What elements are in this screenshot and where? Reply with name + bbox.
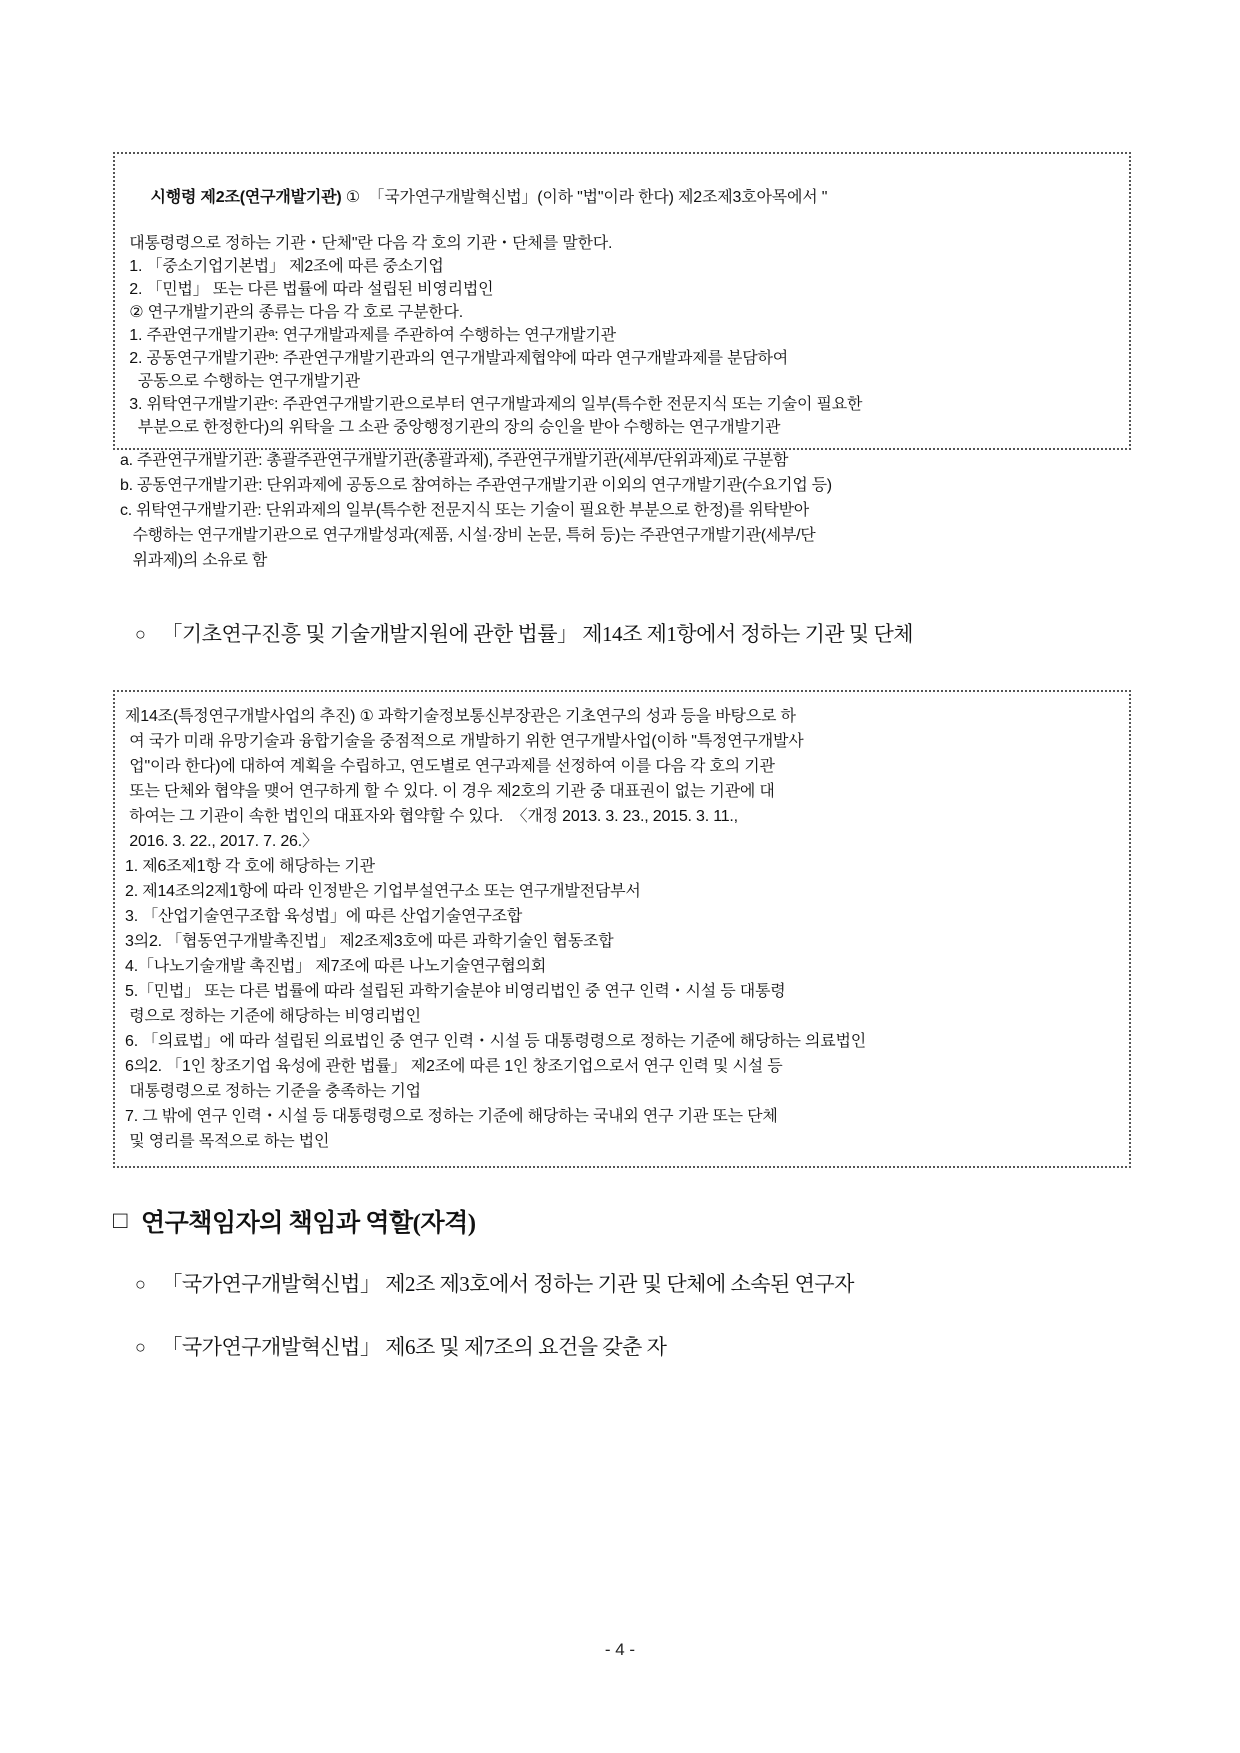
section-title-text: 연구책임자의 책임과 역할(자격) <box>141 1210 476 1237</box>
law-line: 3의2. 「협동연구개발촉진법」 제2조제3호에 따른 과학기술인 협동조합 <box>125 933 614 950</box>
law-line: 2. 제14조의2제1항에 따라 인정받은 기업부설연구소 또는 연구개발전담부서 <box>125 883 641 900</box>
footnote-line: a. 주관연구개발기관: 총괄주관연구개발기관(총괄과제), 주관연구개발기관(세부/단위과제)로 구분함 <box>120 452 789 469</box>
section-title-responsibility <box>113 1203 1131 1239</box>
footnotes <box>120 448 1131 573</box>
law-line: 3. 위탁연구개발기관ᶜ: 주관연구개발기관으로부터 연구개발과제의 일부(특수한 전문지식 또는 기술이 필요한 <box>125 396 863 413</box>
law-line-lead <box>125 163 1117 232</box>
law-line: 제14조(특정연구개발사업의 추진) ① 과학기술정보통신부장관은 기초연구의 성과 등을 바탕으로 하 <box>125 708 796 725</box>
law-line: 2016. 3. 22., 2017. 7. 26.〉 <box>125 833 318 850</box>
law-line: 3. 「산업기술연구조합 육성법」에 따른 산업기술연구조합 <box>125 908 523 925</box>
law-line: 1. 제6조제1항 각 호에 해당하는 기관 <box>125 858 375 875</box>
law-line: 업"이라 한다)에 대하여 계획을 수립하고, 연도별로 연구과제를 선정하여 이를 다음 각 호의 기관 <box>125 758 775 775</box>
bullet-researcher-requirements <box>135 1333 1131 1361</box>
footnote-line: b. 공동연구개발기관: 단위과제에 공동으로 참여하는 주관연구개발기관 이외의 연구개발기관(수요기업 등) <box>120 477 832 494</box>
law-lead-rest: ① 「국가연구개발혁신법」(이하 "법"이라 한다) 제2조제3호아목에서 " <box>341 189 828 206</box>
law-line: 및 영리를 목적으로 하는 법인 <box>125 1133 330 1150</box>
circle-bullet-icon: ○ <box>135 1337 146 1357</box>
law-line: 령으로 정하는 기준에 해당하는 비영리법인 <box>125 1008 421 1025</box>
law-line: 대통령령으로 정하는 기관・단체"란 다음 각 호의 기관・단체를 말한다. <box>125 235 613 252</box>
law-line: 6. 「의료법」에 따라 설립된 의료법인 중 연구 인력・시설 등 대통령령으로 정하는 기준에 해당하는 의료법인 <box>125 1033 867 1050</box>
bullet-text: 「국가연구개발혁신법」 제2조 제3호에서 정하는 기관 및 단체에 소속된 연구자 <box>161 1272 854 1296</box>
page-number: - 4 - <box>604 1640 636 1659</box>
law-line: ② 연구개발기관의 종류는 다음 각 호로 구분한다. <box>125 304 463 321</box>
square-bullet-icon: □ <box>113 1207 127 1234</box>
law-line: 하여는 그 기관이 속한 법인의 대표자와 협약할 수 있다. 〈개정 2013. 3. 23., 2015. 3. 11., <box>125 808 738 825</box>
circle-bullet-icon: ○ <box>135 624 146 644</box>
law-line: 2. 공동연구개발기관ᵇ: 주관연구개발기관과의 연구개발과제협약에 따라 연구개발과제를 분담하여 <box>125 350 788 367</box>
law-line: 부분으로 한정한다)의 위탁을 그 소관 중앙행정기관의 장의 승인을 받아 수행하는 연구개발기관 <box>125 419 781 436</box>
decree-article2-box <box>113 152 1131 450</box>
law-line: 공동으로 수행하는 연구개발기관 <box>125 373 360 390</box>
footnote-line: 위과제)의 소유로 함 <box>120 552 268 569</box>
law-line: 5.「민법」 또는 다른 법률에 따라 설립된 과학기술분야 비영리법인 중 연구 인력・시설 등 대통령 <box>125 983 786 1000</box>
circle-bullet-icon: ○ <box>135 1274 146 1294</box>
article14-box <box>113 690 1131 1168</box>
law-line: 대통령령으로 정하는 기준을 충족하는 기업 <box>125 1083 421 1100</box>
law-line: 1. 「중소기업기본법」 제2조에 따른 중소기업 <box>125 258 444 275</box>
law-lead-bold: 시행령 제2조(연구개발기관) <box>150 189 342 206</box>
law-line: 여 국가 미래 유망기술과 융합기술을 중점적으로 개발하기 위한 연구개발사업(이하 "특정연구개발사 <box>125 733 804 750</box>
bullet-researcher-affiliation <box>135 1270 1131 1298</box>
law-line: 1. 주관연구개발기관ᵃ: 연구개발과제를 주관하여 수행하는 연구개발기관 <box>125 327 616 344</box>
bullet-text: 「국가연구개발혁신법」 제6조 및 제7조의 요건을 갖춘 자 <box>161 1335 667 1359</box>
bullet-basic-research-law <box>135 620 1131 648</box>
law-line: 4.「나노기술개발 촉진법」 제7조에 따른 나노기술연구협의회 <box>125 958 547 975</box>
footnote-line: c. 위탁연구개발기관: 단위과제의 일부(특수한 전문지식 또는 기술이 필요한 부분으로 한정)를 위탁받아 <box>120 502 809 519</box>
law-line: 2. 「민법」 또는 다른 법률에 따라 설립된 비영리법인 <box>125 281 494 298</box>
bullet-text: 「기초연구진흥 및 기술개발지원에 관한 법률」 제14조 제1항에서 정하는 기관 및 단체 <box>161 622 914 646</box>
footnote-line: 수행하는 연구개발기관으로 연구개발성과(제품, 시설·장비 논문, 특허 등)는 주관연구개발기관(세부/단 <box>120 527 816 544</box>
law-line: 6의2. 「1인 창조기업 육성에 관한 법률」 제2조에 따른 1인 창조기업으로서 연구 인력 및 시설 등 <box>125 1058 783 1075</box>
law-line: 또는 단체와 협약을 맺어 연구하게 할 수 있다. 이 경우 제2호의 기관 중 대표권이 없는 기관에 대 <box>125 783 775 800</box>
law-line: 7. 그 밖에 연구 인력・시설 등 대통령령으로 정하는 기준에 해당하는 국내외 연구 기관 또는 단체 <box>125 1108 778 1125</box>
